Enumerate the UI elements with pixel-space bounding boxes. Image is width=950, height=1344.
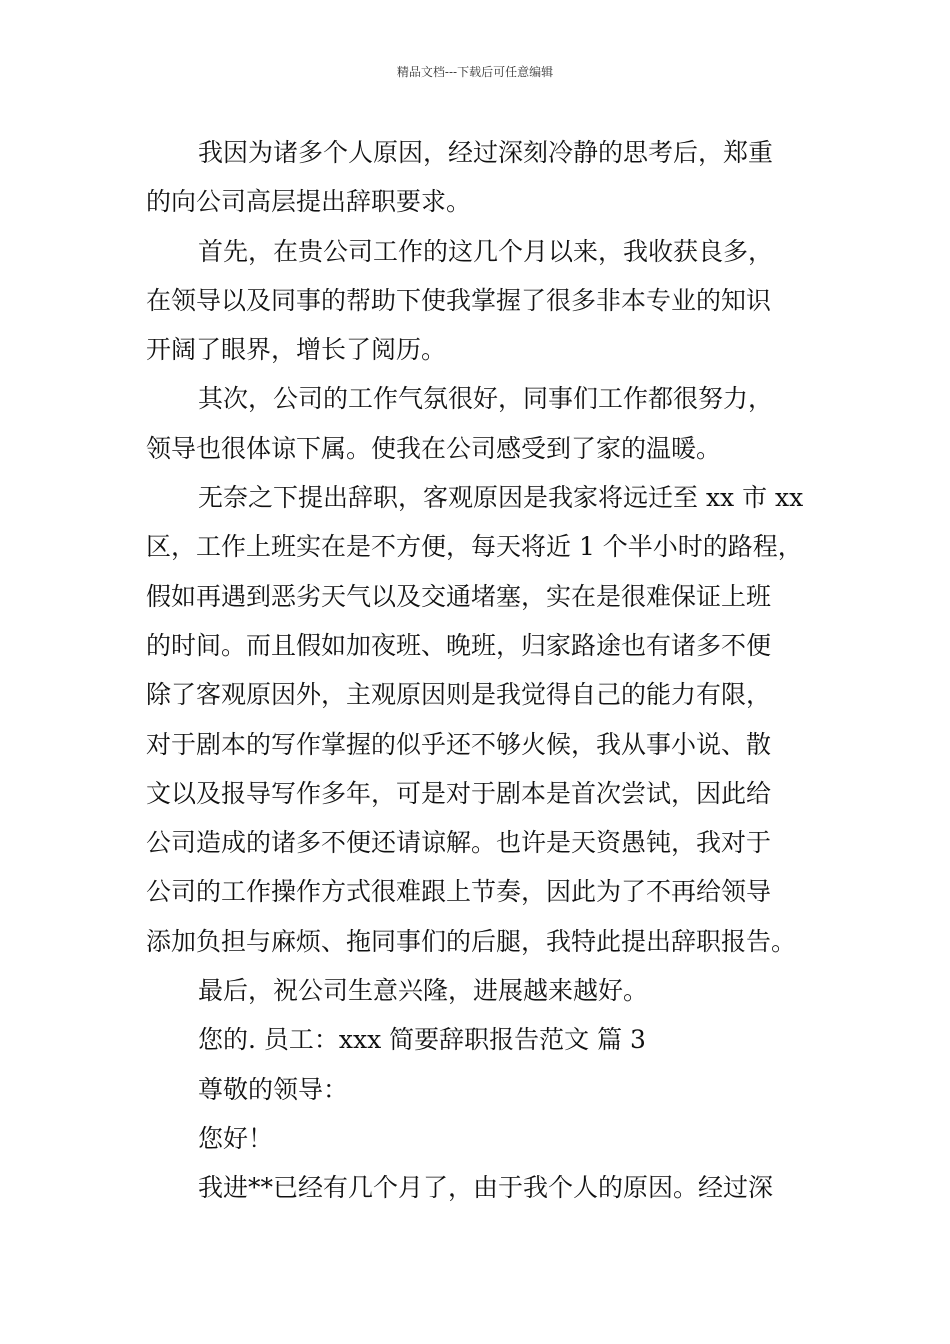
paragraph-line: 的向公司高层提出辞职要求。 <box>146 187 472 217</box>
paragraph-line: 的时间。而且假如加夜班、晚班，归家路途也有诸多不便 <box>146 630 772 660</box>
document-body <box>146 128 816 1213</box>
paragraph-line: 假如再遇到恶劣天气以及交通堵塞，实在是很难保证上班 <box>146 581 772 611</box>
paragraph-line: 我进**已经有几个月了，由于我个人的原因。经过深 <box>198 1173 774 1203</box>
paragraph-line: 无奈之下提出辞职，客观原因是我家将远迁至 xx 市 xx <box>198 483 804 513</box>
paragraph-line: 文以及报导写作多年，可是对于剧本是首次尝试，因此给 <box>146 778 772 808</box>
paragraph-line: 领导也很体谅下属。使我在公司感受到了家的温暖。 <box>146 433 722 463</box>
paragraph-line: 开阔了眼界，增长了阅历。 <box>146 335 447 365</box>
page-header: 精品文档---下载后可任意编辑 <box>396 65 554 79</box>
salutation-line: 尊敬的领导： <box>198 1074 349 1104</box>
greeting-line: 您好！ <box>198 1123 274 1153</box>
paragraph-line: 首先，在贵公司工作的这几个月以来，我收获良多， <box>198 236 774 266</box>
paragraph-line: 除了客观原因外，主观原因则是我觉得自己的能力有限， <box>146 680 772 710</box>
paragraph-line: 区，工作上班实在是不方便，每天将近 1 个半小时的路程， <box>146 532 803 562</box>
paragraph-line: 我因为诸多个人原因，经过深刻冷静的思考后，郑重 <box>198 138 774 167</box>
paragraph-line: 其次，公司的工作气氛很好，同事们工作都很努力， <box>198 384 774 414</box>
paragraph-line: 公司造成的诸多不便还请谅解。也许是天资愚钝，我对于 <box>146 828 772 858</box>
paragraph-line: 您的. 员工：xxx 简要辞职报告范文 篇 3 <box>198 1025 646 1055</box>
paragraph-line: 对于剧本的写作掌握的似乎还不够火候，我从事小说、散 <box>146 729 772 759</box>
paragraph-line: 添加负担与麻烦、拖同事们的后腿，我特此提出辞职报告。 <box>146 926 797 956</box>
paragraph-line: 公司的工作操作方式很难跟上节奏，因此为了不再给领导 <box>146 877 772 907</box>
paragraph-line: 最后，祝公司生意兴隆，进展越来越好。 <box>198 976 649 1006</box>
paragraph-line: 在领导以及同事的帮助下使我掌握了很多非本专业的知识 <box>146 285 772 315</box>
